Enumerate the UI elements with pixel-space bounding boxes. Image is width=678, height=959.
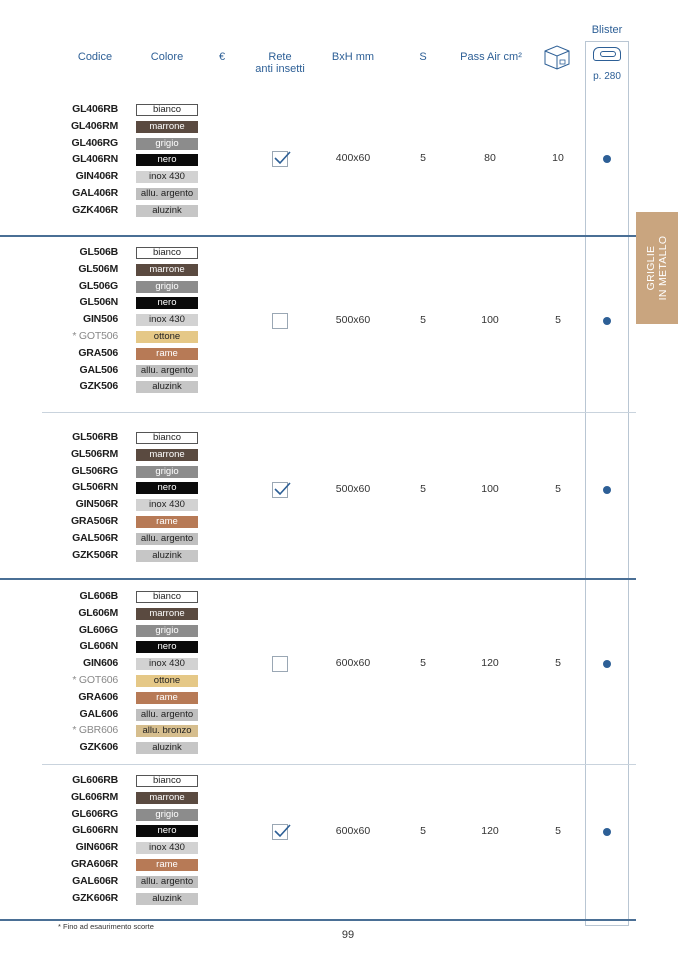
color-swatch: nero	[136, 297, 198, 309]
product-code: GL606B	[79, 590, 118, 602]
side-tab-line2: IN METALLO	[657, 235, 669, 301]
color-swatch: allu. bronzo	[136, 725, 198, 737]
color-swatch: bianco	[136, 247, 198, 259]
color-swatch: rame	[136, 692, 198, 704]
color-swatch: marrone	[136, 264, 198, 276]
box-quantity-value: 5	[555, 483, 561, 495]
color-swatch: grigio	[136, 625, 198, 637]
color-swatch: bianco	[136, 591, 198, 603]
header-rete-line1: Rete	[268, 51, 292, 63]
rete-checkbox-checked	[272, 824, 288, 840]
color-swatch: nero	[136, 825, 198, 837]
color-swatch: bianco	[136, 775, 198, 787]
color-swatch: grigio	[136, 809, 198, 821]
color-swatch: rame	[136, 348, 198, 360]
product-code: GAL406R	[72, 187, 118, 199]
color-swatch: aluzink	[136, 550, 198, 562]
product-code: GL606G	[78, 623, 118, 636]
dimension-value: 500x60	[335, 483, 371, 495]
s-value: 5	[420, 152, 426, 164]
color-swatch: aluzink	[136, 381, 198, 393]
row-divider	[0, 578, 636, 580]
category-side-tab	[636, 212, 678, 324]
header-bxh: BxH mm	[331, 51, 375, 63]
color-swatch: grigio	[136, 281, 198, 293]
rete-checkbox-checked	[272, 151, 288, 167]
blister-available-dot	[603, 486, 611, 494]
color-swatch: allu. argento	[136, 876, 198, 888]
color-swatch: rame	[136, 516, 198, 528]
color-swatch: inox 430	[136, 658, 198, 670]
header-colore: Colore	[150, 51, 184, 63]
checkmark-icon	[273, 822, 291, 840]
product-code: GL506B	[79, 246, 118, 258]
product-code: GL506RN	[72, 481, 118, 494]
color-swatch: nero	[136, 482, 198, 494]
product-code: GAL606	[79, 707, 118, 720]
blister-available-dot	[603, 660, 611, 668]
color-swatch: allu. argento	[136, 188, 198, 200]
color-swatch: grigio	[136, 138, 198, 150]
footnote: * Fino ad esaurimento scorte	[58, 922, 154, 931]
rete-checkbox-checked	[272, 482, 288, 498]
dimension-value: 500x60	[335, 314, 371, 326]
s-value: 5	[420, 483, 426, 495]
color-swatch: allu. argento	[136, 365, 198, 377]
color-swatch: inox 430	[136, 314, 198, 326]
color-swatch: rame	[136, 859, 198, 871]
color-swatch: nero	[136, 641, 198, 653]
header-pass-air: Pass Air cm²	[460, 51, 522, 63]
product-code: GAL606R	[72, 874, 118, 887]
product-code: GL406RG	[71, 136, 118, 149]
dimension-value: 600x60	[335, 825, 371, 837]
product-code: GAL506R	[72, 531, 118, 544]
product-code: GL406RB	[72, 103, 118, 115]
blister-available-dot	[603, 828, 611, 836]
row-divider	[0, 235, 636, 237]
product-code: GL606N	[79, 640, 118, 653]
product-code: GL506RM	[70, 447, 118, 460]
product-code: * GOT606	[72, 674, 118, 686]
rete-checkbox-empty	[272, 656, 288, 672]
color-swatch: inox 430	[136, 171, 198, 183]
box-quantity-value: 10	[552, 152, 564, 164]
rete-checkbox-empty	[272, 313, 288, 329]
header-rete-line2: anti insetti	[255, 63, 305, 75]
product-code: GRA506R	[70, 515, 118, 527]
color-swatch: inox 430	[136, 842, 198, 854]
product-code: GL606RM	[70, 790, 118, 803]
product-code: * GOT506	[72, 330, 118, 342]
color-swatch: aluzink	[136, 893, 198, 905]
checkmark-icon	[273, 149, 291, 167]
product-code: GIN606R	[75, 841, 118, 854]
pass-air-value: 120	[481, 825, 499, 837]
product-code: GL406RM	[70, 119, 118, 132]
color-swatch: ottone	[136, 331, 198, 343]
color-swatch: allu. argento	[136, 709, 198, 721]
blister-available-dot	[603, 317, 611, 325]
color-swatch: marrone	[136, 449, 198, 461]
pass-air-value: 100	[481, 314, 499, 326]
dimension-value: 600x60	[335, 657, 371, 669]
s-value: 5	[420, 657, 426, 669]
product-code: GL606M	[78, 606, 118, 619]
row-divider	[0, 919, 636, 921]
blister-column	[585, 41, 629, 926]
product-code: * GBR606	[72, 724, 118, 737]
pass-air-value: 100	[481, 483, 499, 495]
side-tab-line1: GRIGLIE	[645, 245, 657, 291]
product-code: GL506N	[79, 296, 118, 309]
product-code: GIN506	[83, 313, 118, 326]
product-code: GL506M	[78, 262, 118, 275]
pass-air-value: 120	[481, 657, 499, 669]
blister-page-ref: p. 280	[593, 71, 621, 82]
blister-available-dot	[603, 155, 611, 163]
page-number: 99	[341, 929, 355, 941]
color-swatch: marrone	[136, 121, 198, 133]
box-quantity-value: 5	[555, 314, 561, 326]
product-code: GL606RG	[71, 807, 118, 820]
color-swatch: marrone	[136, 608, 198, 620]
product-code: GRA506	[78, 346, 118, 359]
product-code: GL506RG	[71, 464, 118, 477]
product-code: GL506RB	[72, 431, 118, 443]
header-rete	[245, 51, 315, 75]
product-code: GZK406R	[72, 203, 118, 216]
row-divider	[42, 764, 636, 765]
product-code: GL606RN	[72, 824, 118, 837]
product-code: GZK606	[79, 741, 118, 754]
color-swatch: allu. argento	[136, 533, 198, 545]
product-code: GRA606	[78, 690, 118, 703]
color-swatch: marrone	[136, 792, 198, 804]
color-swatch: aluzink	[136, 742, 198, 754]
product-code: GAL506	[79, 363, 118, 376]
product-code: GRA606R	[70, 858, 118, 870]
header-codice: Codice	[77, 51, 113, 63]
header-euro: €	[218, 51, 226, 63]
color-swatch: grigio	[136, 466, 198, 478]
color-swatch: ottone	[136, 675, 198, 687]
header-s: S	[419, 51, 427, 63]
dimension-value: 400x60	[335, 152, 371, 164]
s-value: 5	[420, 314, 426, 326]
product-code: GL406RN	[72, 153, 118, 166]
side-tab-label	[645, 236, 669, 301]
row-divider	[42, 412, 636, 413]
color-swatch: nero	[136, 154, 198, 166]
product-code: GIN406R	[75, 170, 118, 183]
color-swatch: bianco	[136, 104, 198, 116]
box-icon	[542, 44, 572, 70]
header-blister: Blister	[591, 24, 623, 36]
color-swatch: aluzink	[136, 205, 198, 217]
product-code: GL606RB	[72, 774, 118, 786]
product-code: GL506G	[78, 279, 118, 292]
checkmark-icon	[273, 480, 291, 498]
product-code: GIN506R	[75, 498, 118, 511]
product-code: GZK506	[79, 380, 118, 393]
pass-air-value: 80	[484, 152, 496, 164]
color-swatch: inox 430	[136, 499, 198, 511]
color-swatch: bianco	[136, 432, 198, 444]
box-quantity-value: 5	[555, 825, 561, 837]
s-value: 5	[420, 825, 426, 837]
hook-icon	[593, 47, 621, 61]
box-quantity-value: 5	[555, 657, 561, 669]
product-code: GIN606	[83, 657, 118, 670]
product-code: GZK606R	[72, 891, 118, 904]
product-code: GZK506R	[72, 548, 118, 561]
